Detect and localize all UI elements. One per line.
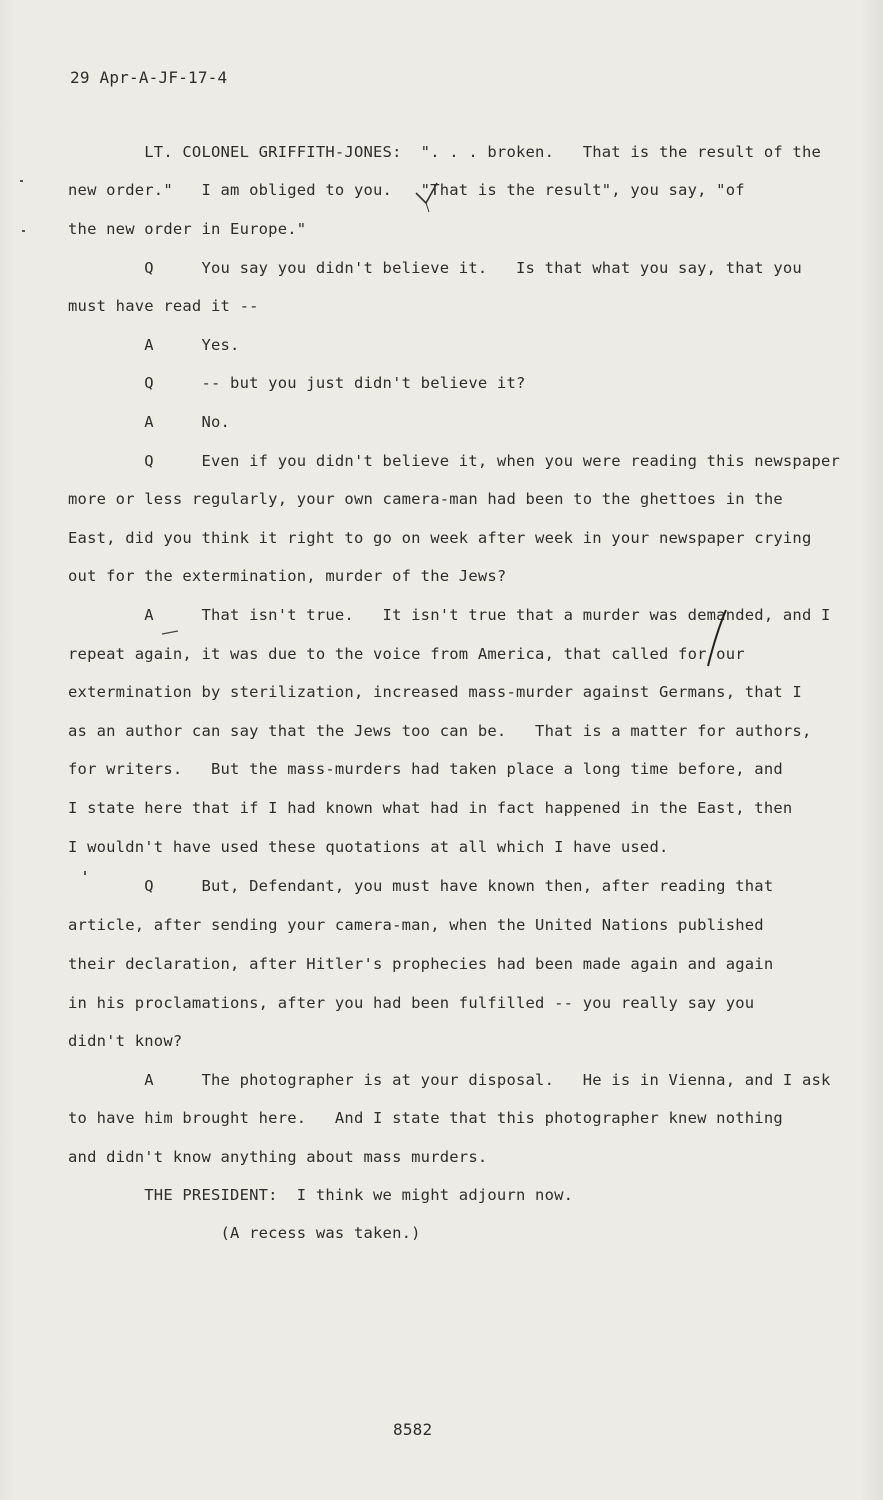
transcript-line: and didn't know anything about mass murders. bbox=[68, 1148, 488, 1166]
transcript-line: the new order in Europe." bbox=[68, 220, 307, 238]
transcript-line: more or less regularly, your own camera-man had been to the ghettoes in the bbox=[68, 490, 783, 508]
transcript-line: for writers. But the mass-murders had taken place a long time before, and bbox=[68, 760, 783, 778]
page-number: 8582 bbox=[393, 1420, 433, 1439]
transcript-line: A That isn't true. It isn't true that a murder was demanded, and I bbox=[68, 606, 831, 624]
transcript-line: I wouldn't have used these quotations at all which I have used. bbox=[68, 838, 669, 856]
insertion-mark-icon bbox=[414, 180, 444, 216]
transcript-line: Q -- but you just didn't believe it? bbox=[68, 374, 526, 392]
transcript-line: new order." I am obliged to you. "That is the result", you say, "of bbox=[68, 181, 745, 199]
transcript-line: didn't know? bbox=[68, 1032, 183, 1050]
underline-tick-icon bbox=[160, 628, 182, 638]
transcript-line: out for the extermination, murder of the Jews? bbox=[68, 567, 507, 585]
transcript-line: THE PRESIDENT: I think we might adjourn now. bbox=[68, 1186, 574, 1204]
transcript-line: in his proclamations, after you had been fulfilled -- you really say you bbox=[68, 994, 755, 1012]
margin-mark bbox=[22, 230, 25, 232]
correction-stroke-icon bbox=[702, 608, 732, 670]
transcript-line: (A recess was taken.) bbox=[68, 1224, 421, 1242]
transcript-line: A The photographer is at your disposal. He is in Vienna, and I ask bbox=[68, 1071, 831, 1089]
margin-mark bbox=[84, 871, 86, 875]
document-reference: 29 Apr-A-JF-17-4 bbox=[70, 68, 228, 87]
transcript-line: A Yes. bbox=[68, 336, 240, 354]
transcript-line: extermination by sterilization, increased mass-murder against Germans, that I bbox=[68, 683, 802, 701]
transcript-line: Q Even if you didn't believe it, when you were reading this newspaper bbox=[68, 452, 841, 470]
transcript-line: Q You say you didn't believe it. Is that what you say, that you bbox=[68, 259, 802, 277]
transcript-line: their declaration, after Hitler's prophecies had been made again and again bbox=[68, 955, 774, 973]
transcript-line: must have read it -- bbox=[68, 297, 259, 315]
transcript-line: article, after sending your camera-man, when the United Nations published bbox=[68, 916, 764, 934]
transcript-line: LT. COLONEL GRIFFITH-JONES: ". . . broken. That is the result of the bbox=[68, 143, 822, 161]
transcript-line: Q But, Defendant, you must have known then, after reading that bbox=[68, 877, 774, 895]
margin-mark bbox=[20, 180, 23, 182]
transcript-line: as an author can say that the Jews too can be. That is a matter for authors, bbox=[68, 722, 812, 740]
transcript-line: East, did you think it right to go on week after week in your newspaper crying bbox=[68, 529, 812, 547]
transcript-line: repeat again, it was due to the voice from America, that called for our bbox=[68, 645, 745, 663]
transcript-line: A No. bbox=[68, 413, 231, 431]
transcript-line: to have him brought here. And I state that this photographer knew nothing bbox=[68, 1109, 783, 1127]
transcript-line: I state here that if I had known what had in fact happened in the East, then bbox=[68, 799, 793, 817]
